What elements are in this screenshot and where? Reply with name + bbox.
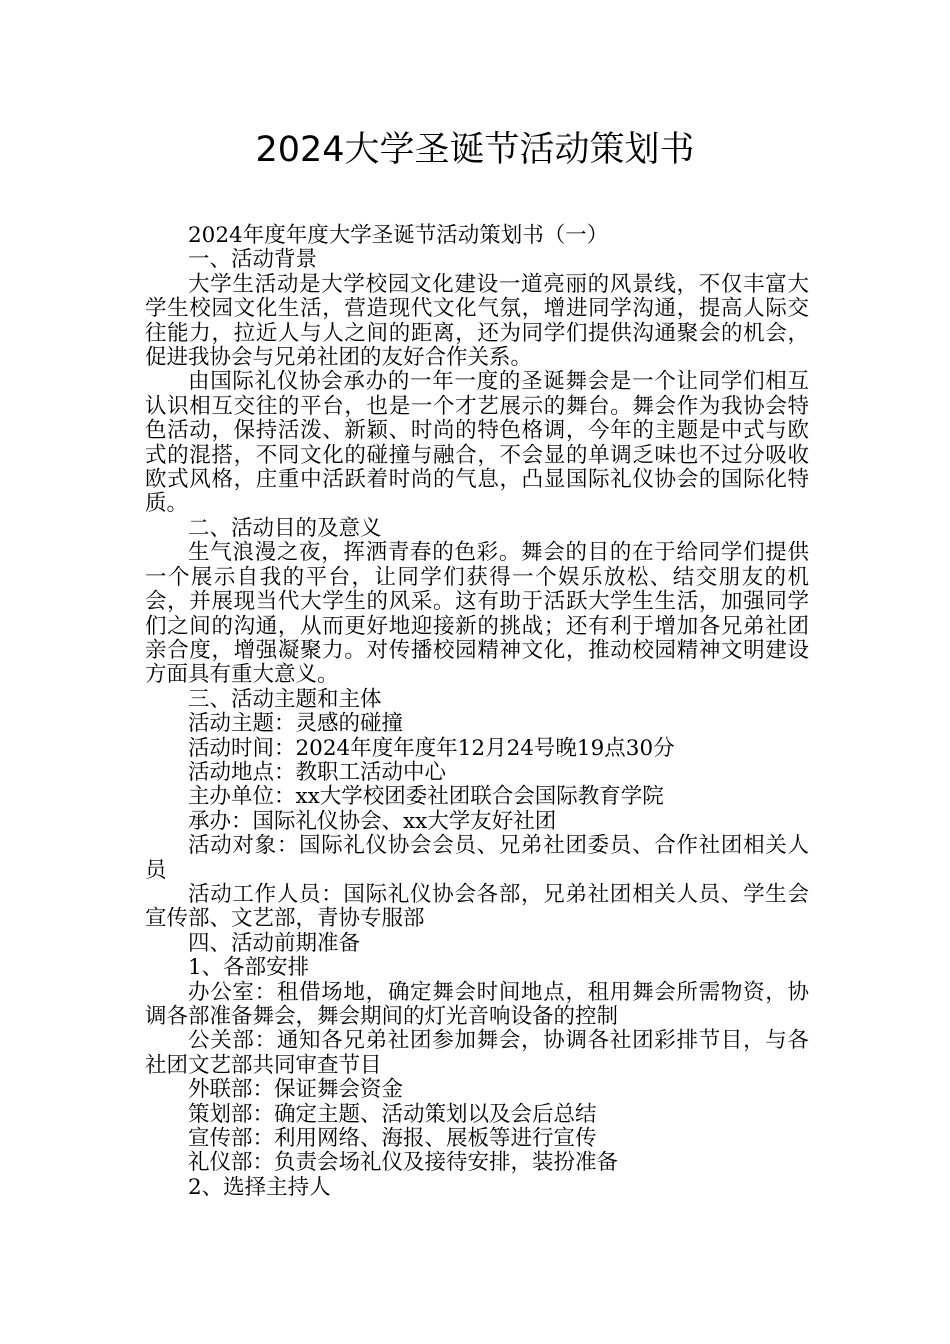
- section-heading-background: 一、活动背景: [188, 247, 318, 273]
- document-body: [145, 224, 809, 1200]
- time-line: 活动时间：2024年度年度年12月24号晚19点30分: [188, 735, 675, 761]
- section-heading-preparation: 四、活动前期准备: [188, 930, 361, 956]
- organizer-line: 主办单位：xx大学校团委社团联合会国际教育学院: [188, 784, 664, 810]
- subtitle-line: 2024年度年度大学圣诞节活动策划书（一）: [188, 223, 609, 248]
- subheading-host-selection: 2、选择主持人: [188, 1174, 331, 1200]
- section-heading-purpose: 二、活动目的及意义: [188, 515, 382, 541]
- publicity-duty-line: 宣传部：利用网络、海报、展板等进行宣传: [188, 1126, 597, 1152]
- etiquette-duty-line: 礼仪部：负责会场礼仪及接待安排，装扮准备: [188, 1150, 619, 1176]
- planning-duty-line: 策划部：确定主题、活动策划以及会后总结: [188, 1101, 597, 1127]
- document-title: 2024大学圣诞节活动策划书: [255, 130, 695, 170]
- paragraph-background-1: 大学生活动是大学校园文化建设一道亮丽的风景线，不仅丰富大学生校园文化生活，营造现代文化气氛，增进同学沟通，提高人际交往能力，拉近人与人之间的距离，还为同学们提供沟通聚会的机会，促进我协会与兄弟社团的友好合作关系。: [145, 271, 809, 371]
- theme-line: 活动主题：灵感的碰撞: [188, 711, 404, 737]
- outreach-duty-line: 外联部：保证舞会资金: [188, 1077, 404, 1103]
- audience-line: 活动对象：国际礼仪协会会员、兄弟社团委员、合作社团相关人员: [145, 833, 809, 883]
- subheading-departments: 1、各部安排: [188, 955, 310, 981]
- section-heading-theme: 三、活动主题和主体: [188, 686, 382, 712]
- paragraph-background-2: 由国际礼仪协会承办的一年一度的圣诞舞会是一个让同学们相互认识相互交往的平台，也是一个才艺展示的舞台。舞会作为我协会特色活动，保持活泼、新颖、时尚的特色格调，今年的主题是中式与欧式的混搭，不同文化的碰撞与融合，不会显的单调乏味也不过分吸收欧式风格，庄重中活跃着时尚的气息，凸显国际礼仪协会的国际化特质。: [145, 369, 809, 517]
- paragraph-purpose: 生气浪漫之夜，挥洒青春的色彩。舞会的目的在于给同学们提供一个展示自我的平台，让同学们获得一个娱乐放松、结交朋友的机会，并展现当代大学生的风采。这有助于活跃大学生生活，加强同学们之间的沟通，从而更好地迎接新的挑战；还有利于增加各兄弟社团亲合度，增强凝聚力。对传播校园精神文化，推动校园精神文明建设方面具有重大意义。: [145, 540, 809, 688]
- staff-line: 活动工作人员：国际礼仪协会各部，兄弟社团相关人员、学生会宣传部、文艺部，青协专服部: [145, 881, 809, 932]
- location-line: 活动地点：教职工活动中心: [188, 759, 447, 785]
- pr-duty-line: 公关部：通知各兄弟社团参加舞会，协调各社团彩排节目，与各社团文艺部共同审查节目: [145, 1028, 809, 1078]
- office-duty-line: 办公室：租借场地，确定舞会时间地点，租用舞会所需物资，协调各部准备舞会，舞会期间的灯光音响设备的控制: [145, 979, 809, 1029]
- host-line: 承办：国际礼仪协会、xx大学友好社团: [188, 808, 557, 834]
